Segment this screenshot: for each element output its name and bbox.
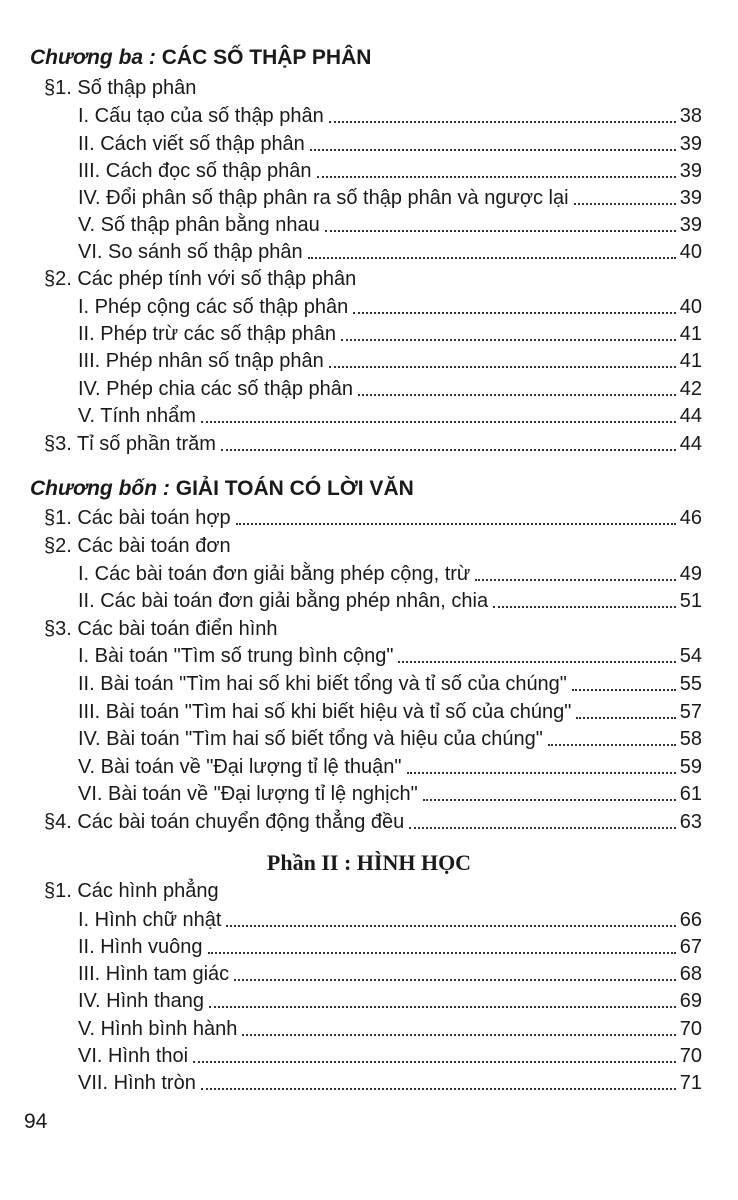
toc-entry[interactable] — [78, 1018, 702, 1041]
leader-dots — [242, 1034, 675, 1036]
leader-dots — [576, 717, 675, 719]
entry-title: I. Các bài toán đơn giải bằng phép cộng, trừ — [78, 563, 471, 585]
leader-dots — [493, 606, 676, 608]
entry-title: II. Phép trừ các số thập phân — [78, 323, 336, 345]
entry-page: 69 — [679, 990, 702, 1012]
entry-page: 66 — [679, 909, 702, 931]
toc-entry[interactable] — [78, 909, 702, 932]
toc-entry[interactable] — [78, 214, 702, 237]
section-heading: §2. Các bài toán đơn — [44, 535, 231, 557]
entry-title: §1. Các bài toán hợp — [44, 507, 231, 529]
entry-title: III. Hình tam giác — [78, 963, 230, 985]
toc-entry[interactable] — [78, 590, 702, 613]
entry-page: 38 — [679, 105, 702, 127]
leader-dots — [226, 925, 675, 927]
toc-entry[interactable] — [78, 160, 702, 183]
part-heading: Phần II : HÌNH HỌC — [266, 850, 472, 875]
entry-page: 39 — [679, 187, 702, 209]
entry-title: IV. Phép chia các số thập phân — [78, 378, 354, 400]
entry-title: III. Cách đọc số thập phân — [78, 160, 312, 182]
entry-page: 54 — [679, 645, 702, 667]
entry-page: 41 — [679, 350, 702, 372]
leader-dots — [329, 121, 676, 123]
entry-title: V. Tính nhẩm — [78, 405, 196, 427]
leader-dots — [234, 979, 676, 981]
toc-entry[interactable] — [78, 323, 702, 346]
leader-dots — [423, 799, 676, 801]
section-heading: §2. Các phép tính với số thập phân — [44, 268, 357, 290]
entry-page: 46 — [679, 507, 702, 529]
entry-page: 57 — [679, 701, 702, 723]
leader-dots — [574, 203, 676, 205]
entry-title: I. Bài toán "Tìm số trung bình cộng" — [78, 645, 394, 667]
chapter-label: Chương ba : — [30, 46, 156, 69]
entry-title: IV. Bài toán "Tìm hai số biết tổng và hiệu của chúng" — [78, 728, 543, 750]
entry-title: III. Phép nhân số tnập phân — [78, 350, 324, 372]
entry-title: V. Bài toán về "Đại lượng tỉ lệ thuận" — [78, 756, 402, 778]
leader-dots — [572, 689, 676, 691]
entry-title: §3. Tỉ số phần trăm — [44, 433, 216, 455]
toc-entry[interactable] — [78, 645, 702, 668]
leader-dots — [548, 744, 676, 746]
leader-dots — [407, 772, 676, 774]
toc-entry[interactable] — [78, 105, 702, 128]
toc-entry[interactable] — [78, 673, 702, 696]
entry-page: 51 — [679, 590, 702, 612]
toc-entry[interactable] — [78, 756, 702, 779]
leader-dots — [353, 312, 676, 314]
toc-entry[interactable] — [78, 963, 702, 986]
entry-title: §4. Các bài toán chuyển động thẳng đều — [44, 811, 405, 833]
leader-dots — [236, 523, 676, 525]
toc-entry[interactable] — [78, 701, 702, 724]
toc-entry[interactable] — [78, 728, 702, 751]
leader-dots — [325, 230, 676, 232]
entry-page: 71 — [679, 1072, 702, 1094]
leader-dots — [398, 661, 675, 663]
entry-title: II. Cách viết số thập phân — [78, 133, 305, 155]
entry-title: II. Các bài toán đơn giải bằng phép nhân, chia — [78, 590, 489, 612]
toc-entry[interactable] — [78, 378, 702, 401]
leader-dots — [475, 579, 675, 581]
toc-entry[interactable] — [44, 433, 702, 456]
entry-title: I. Hình chữ nhật — [78, 909, 222, 931]
toc-entry[interactable] — [44, 811, 702, 834]
entry-page: 42 — [679, 378, 702, 400]
entry-title: I. Phép cộng các số thập phân — [78, 296, 349, 318]
entry-page: 49 — [679, 563, 702, 585]
entry-page: 55 — [679, 673, 702, 695]
toc-entry[interactable] — [78, 241, 702, 264]
chapter-heading — [30, 46, 371, 70]
entry-page: 39 — [679, 160, 702, 182]
leader-dots — [209, 1006, 676, 1008]
entry-page: 61 — [679, 783, 702, 805]
toc-entry[interactable] — [78, 563, 702, 586]
entry-title: VI. Bài toán về "Đại lượng tỉ lệ nghịch" — [78, 783, 418, 805]
leader-dots — [193, 1061, 676, 1063]
entry-page: 41 — [679, 323, 702, 345]
toc-entry[interactable] — [78, 350, 702, 373]
entry-title: IV. Hình thang — [78, 990, 205, 1012]
leader-dots — [358, 394, 676, 396]
entry-title: VI. Hình thoi — [78, 1045, 189, 1067]
entry-title: VI. So sánh số thập phân — [78, 241, 303, 263]
leader-dots — [201, 421, 676, 423]
entry-page: 39 — [679, 133, 702, 155]
leader-dots — [310, 149, 676, 151]
entry-page: 67 — [679, 936, 702, 958]
toc-entry[interactable] — [78, 936, 702, 959]
toc-entry[interactable] — [78, 783, 702, 806]
entry-page: 40 — [679, 241, 702, 263]
entry-page: 58 — [679, 728, 702, 750]
toc-entry[interactable] — [78, 1072, 702, 1095]
entry-title: V. Hình bình hành — [78, 1018, 238, 1040]
chapter-heading — [30, 477, 414, 501]
toc-entry[interactable] — [78, 405, 702, 428]
leader-dots — [317, 176, 676, 178]
chapter-label: Chương bốn : — [30, 477, 170, 500]
entry-title: IV. Đổi phân số thập phân ra số thập phân và ngược lại — [78, 187, 569, 209]
leader-dots — [201, 1088, 676, 1090]
entry-page: 68 — [679, 963, 702, 985]
entry-page: 40 — [679, 296, 702, 318]
section-heading: §1. Số thập phân — [44, 77, 197, 99]
leader-dots — [208, 952, 676, 954]
chapter-title: CÁC SỐ THẬP PHÂN — [161, 46, 372, 69]
section-heading: §1. Các hình phẳng — [44, 880, 219, 902]
entry-title: I. Cấu tạo của số thập phân — [78, 105, 324, 127]
entry-title: III. Bài toán "Tìm hai số khi biết hiệu và tỉ số của chúng" — [78, 701, 572, 723]
leader-dots — [221, 449, 676, 451]
toc-entry[interactable] — [44, 507, 702, 530]
section-heading: §3. Các bài toán điển hình — [44, 618, 278, 640]
entry-title: II. Hình vuông — [78, 936, 203, 958]
entry-title: II. Bài toán "Tìm hai số khi biết tổng và tỉ số của chúng" — [78, 673, 567, 695]
leader-dots — [329, 366, 676, 368]
toc-entry[interactable] — [78, 187, 702, 210]
toc-entry[interactable] — [78, 296, 702, 319]
entry-page: 70 — [679, 1018, 702, 1040]
chapter-title: GIẢI TOÁN CÓ LỜI VĂN — [175, 477, 414, 500]
page-number: 94 — [24, 1110, 48, 1133]
entry-page: 70 — [679, 1045, 702, 1067]
entry-title: V. Số thập phân bằng nhau — [78, 214, 320, 236]
toc-entry[interactable] — [78, 1045, 702, 1068]
toc-entry[interactable] — [78, 133, 702, 156]
toc-entry[interactable] — [78, 990, 702, 1013]
entry-title: VII. Hình tròn — [78, 1072, 196, 1094]
leader-dots — [308, 257, 676, 259]
entry-page: 39 — [679, 214, 702, 236]
leader-dots — [409, 827, 675, 829]
entry-page: 44 — [679, 433, 702, 455]
leader-dots — [341, 339, 676, 341]
entry-page: 59 — [679, 756, 702, 778]
entry-page: 63 — [679, 811, 702, 833]
entry-page: 44 — [679, 405, 702, 427]
